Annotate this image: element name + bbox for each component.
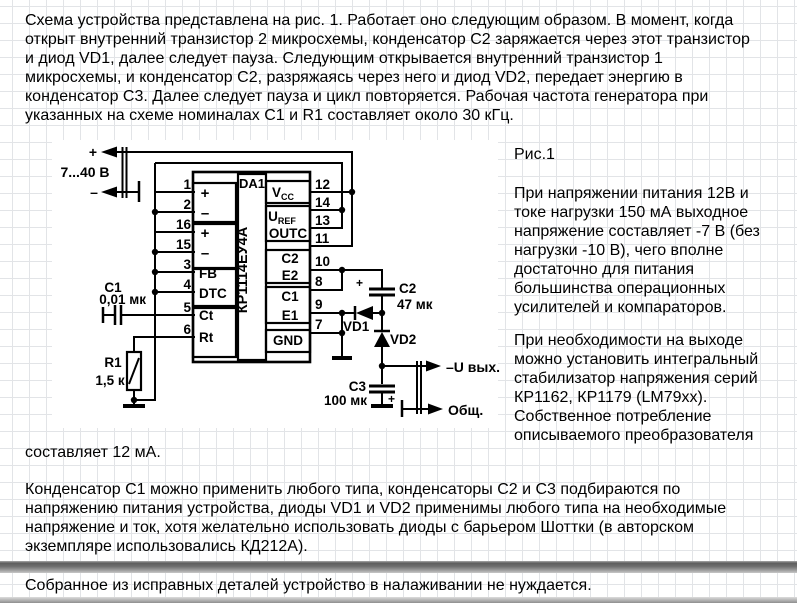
c3-plus-mark: +: [388, 392, 396, 406]
c3-name: C3: [348, 379, 366, 394]
text-line: токе нагрузки 150 мА выходное: [514, 204, 749, 221]
text-line: напряжению питания устройства, диоды VD1 и VD2 применимы любого типа на необходимые: [25, 500, 727, 517]
vd1-label: VD1: [343, 319, 370, 334]
svg-text:7: 7: [315, 317, 323, 332]
c2-plus-mark: +: [355, 276, 363, 290]
text-line: стабилизатор напряжения серий: [514, 370, 758, 387]
r1-name: R1: [104, 355, 122, 370]
page-edge-bar: [0, 597, 797, 603]
ic-label-minus1: –: [200, 205, 210, 222]
text-line: открыт внутренний транзистор 2 микросхемы, конденсатор С2 заряжается через этот транзистор: [25, 31, 750, 48]
svg-text:5: 5: [183, 300, 191, 315]
svg-text:12: 12: [315, 177, 331, 192]
ic-comp1-box: [193, 183, 236, 222]
neg-output-label: –U вых.: [446, 359, 500, 375]
figure-caption: Рис.1: [514, 146, 555, 163]
ic-label-dtc: DTC: [199, 286, 227, 301]
ic-label-gnd: GND: [273, 333, 303, 348]
capacitor-c1: [115, 305, 121, 325]
input-connector: [123, 147, 127, 198]
arrow-common-out: [428, 404, 443, 415]
diode-vd1: [356, 306, 373, 320]
ic-label-vcc: $V_{CC}$: [271, 185, 295, 202]
svg-text:16: 16: [175, 217, 191, 232]
text-line: напряжение и ток, хотя желательно использовать диоды с барьером Шоттки (в авторском: [25, 519, 695, 536]
supply-plus-label: +: [88, 144, 98, 160]
common-output-label: Общ.: [448, 402, 484, 418]
capacitor-c2: [369, 289, 395, 295]
ic-label-plus1: +: [200, 185, 210, 202]
ic-label-ct: Ct: [199, 308, 214, 323]
pin-numbers-right: [315, 177, 331, 332]
ic-label-fb: FB: [199, 266, 217, 281]
c1-name: C1: [104, 280, 122, 295]
ic-label-e1: E1: [281, 308, 299, 323]
right-paragraph-1: [514, 184, 760, 317]
continuation-line: составляет 12 мА.: [25, 444, 161, 461]
svg-text:3: 3: [183, 257, 191, 272]
ic-label-plus2: +: [200, 225, 210, 242]
r1-value: 1,5 к: [95, 373, 125, 388]
ic-label-e2: E2: [281, 268, 299, 283]
ic-part-number: КР1114ЕУ4А: [235, 226, 251, 314]
text-line: При необходимости на выходе: [514, 332, 744, 349]
svg-text:4: 4: [183, 277, 191, 292]
text-line: экземпляре использовались КД212А).: [25, 538, 308, 555]
pin-numbers-left: [176, 177, 192, 337]
arrow-neg-out: [426, 361, 441, 372]
svg-text:13: 13: [315, 213, 331, 228]
ic-label-outc: OUTC: [268, 226, 308, 241]
svg-text:14: 14: [315, 195, 331, 210]
c2-value: 47 мк: [397, 297, 433, 312]
closing-line: Собранное из исправных деталей устройство в налаживании не нуждается.: [25, 577, 592, 594]
text-line: конденсатор С3. Далее следует пауза и цикл повторяется. Рабочая частота генератора при: [25, 88, 709, 105]
svg-text:9: 9: [315, 297, 323, 312]
c1-value: 0,01 мк: [99, 292, 146, 307]
ic-comp2-box: [193, 224, 236, 268]
text-line: и диод VD1, далее следует пауза. Следующим открывается внутренний транзистор 1: [25, 50, 663, 67]
section-divider-bar: [0, 561, 797, 573]
ic-label-rt: Rt: [199, 330, 214, 345]
svg-text:8: 8: [315, 274, 323, 289]
text-line: При напряжении питания 12В и: [514, 185, 749, 202]
svg-text:11: 11: [315, 231, 330, 246]
output-connector: [417, 361, 421, 414]
supply-voltage-label: 7...40 В: [60, 164, 110, 180]
right-paragraph-2: [514, 331, 758, 445]
text-line: КР1162, КР1179 (LM79xx).: [514, 389, 708, 406]
text-line: Схема устройства представлена на рис. 1. Работает оно следующим образом. В момент, когда: [25, 12, 734, 29]
circuit-diagram: [30, 140, 500, 432]
text-line: достаточно для питания: [514, 261, 695, 278]
ic-label-c2: C2: [281, 251, 299, 266]
wire-rt: [134, 337, 195, 352]
ic-label-uref: $U_{REF}$: [268, 209, 296, 226]
text-line: большинства операционных: [514, 280, 726, 297]
text-line: Конденсатор С1 можно применить любого типа, конденсаторы С2 и С3 подбираются по: [25, 481, 681, 498]
text-line: усилителей и компараторов.: [514, 299, 727, 316]
text-line: нагрузки -10 В), чего вполне: [514, 242, 724, 259]
arrow-plus-in: [101, 147, 117, 158]
ic-label-c1: C1: [281, 289, 299, 304]
text-line: можно установить интегральный: [514, 351, 759, 368]
c2-name: C2: [399, 281, 417, 296]
svg-text:10: 10: [315, 254, 331, 269]
text-line: напряжение составляет -7 В (без: [514, 223, 760, 240]
arrow-minus-in: [101, 187, 117, 198]
svg-text:15: 15: [175, 237, 191, 252]
ic-designator: DA1: [238, 176, 266, 191]
supply-minus-label: –: [90, 184, 98, 200]
text-line: описываемого преобразователя: [514, 427, 754, 444]
svg-text:6: 6: [183, 322, 191, 337]
diode-vd2: [374, 332, 390, 347]
text-line: Собственное потребление: [514, 408, 712, 425]
svg-text:2: 2: [183, 197, 191, 212]
resistor-r1-slash: [129, 358, 139, 384]
text-line: микросхемы, и конденсатор С2, разряжаясь через него и диод VD2, передает энергию в: [25, 69, 683, 86]
ic-label-minus2: –: [200, 245, 210, 262]
c3-value: 100 мк: [323, 393, 367, 408]
junction-dots: [131, 189, 385, 403]
svg-text:1: 1: [183, 177, 191, 192]
vd2-label: VD2: [390, 332, 417, 347]
intro-paragraph: [25, 11, 750, 125]
text-line: указанных на схеме номиналах С1 и R1 составляет около 30 кГц.: [25, 107, 514, 124]
parts-paragraph: [25, 480, 726, 556]
